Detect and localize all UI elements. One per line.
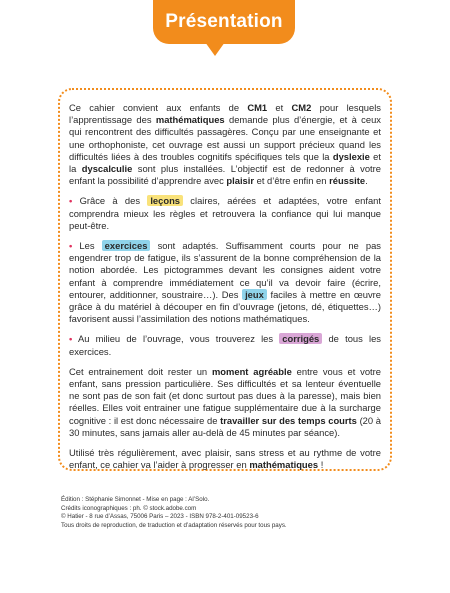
credits-publisher: © Hatier - 8 rue d’Assas, 75006 Paris – 2023 - ISBN 978-2-401-09523-6: [61, 513, 259, 521]
title-bubble: [153, 0, 295, 44]
bullet-icon: •: [69, 240, 73, 252]
text: sont adaptés. Suffisamment courts pour ne pas engendrer trop de fatigue, ils s’assurent de la bonne compréhension de la notion abordée. Les pictogrammes devant les consignes aident votre enfant à comprendre immédiatement ce qu’il va devoir faire (écrire, entourer, additionner, soustraire…). Des: [69, 240, 381, 300]
paragraph-lecons: [69, 195, 381, 232]
keyword-cm2: CM2: [291, 102, 312, 113]
text: et: [267, 102, 292, 113]
paragraph-intro: [69, 102, 381, 187]
text: sont plus installées. L’objectif est de redonner à votre enfant la possibilité d’apprendre avec: [69, 163, 381, 187]
text: .: [365, 175, 368, 187]
text: et la: [69, 150, 381, 175]
credits-footer: [61, 496, 401, 530]
highlight-exercices: exercices: [102, 240, 151, 251]
text: faciles à mettre en œuvre grâce à du matériel à découper en fin d’ouvrage (jetons, dé, étiquettes…) favorisent aussi l’assimilation des notions mathématiques.: [69, 288, 381, 325]
keyword-plaisir: plaisir: [226, 175, 255, 187]
text: et d’être enfin en: [254, 175, 330, 187]
keyword-cm1: CM1: [247, 102, 268, 113]
credits-icono: Crédits iconographiques : ph. © stock.adobe.com: [61, 504, 197, 512]
paragraph-conclusion: [69, 447, 381, 471]
text: Utilisé très régulièrement, avec plaisir, sans stress et au rythme de votre enfant, ce cahier va l’aider à progresser en: [69, 447, 381, 471]
keyword-dyscalculie: dyscalculie: [81, 163, 133, 175]
bullet-icon: •: [69, 333, 73, 345]
keyword-temps-courts: travailler sur des temps courts: [220, 414, 357, 426]
paragraph-exercices: [69, 240, 381, 325]
highlight-lecons: leçons: [147, 195, 183, 206]
keyword-maths: mathématiques: [155, 114, 225, 126]
text: Au milieu de l’ouvrage, vous trouverez les: [72, 333, 280, 345]
keyword-moment-agreable: moment agréable: [211, 365, 292, 377]
text: Ce cahier convient aux enfants de: [69, 102, 248, 113]
keyword-maths: mathématiques: [249, 459, 319, 471]
paragraph-corriges: [69, 333, 381, 357]
text: Les: [72, 240, 102, 252]
keyword-reussite: réussite: [329, 175, 366, 187]
text: Grâce à des: [72, 195, 148, 207]
title-banner: [0, 0, 450, 62]
page-title: Présentation: [165, 11, 283, 32]
text: entre vous et votre enfant, sans pression particulière. Ses difficultés et sa lenteur éventuelle ne sont pas de son fait (et donc surtout pas dues à la paresse), mais bien réelles. Elles voit entrainer une fatigue supplémentaire due à la surcharge cognitive : il est donc nécessaire de: [69, 365, 381, 426]
paragraph-entrainement: [69, 366, 381, 439]
highlight-corriges: corrigés: [279, 333, 322, 344]
highlight-jeux: jeux: [242, 289, 267, 300]
text: pour lesquels l’apprentissage des: [69, 102, 381, 126]
bullet-icon: •: [69, 195, 73, 207]
credits-edition: Édition : Stéphanie Simonnet - Mise en page : Al’Solo.: [61, 496, 210, 503]
text: Cet entrainement doit rester un: [69, 365, 212, 377]
credits-rights: Tous droits de reproduction, de traduction et d’adaptation réservés pour tous pays.: [61, 521, 287, 529]
text: de tous les exercices.: [69, 333, 381, 357]
keyword-dyslexie: dyslexie: [332, 150, 370, 162]
text: claires, aérées et adaptées, votre enfant comprendra mieux les règles et retrouvera la confiance qui lui manque peut-être.: [69, 195, 381, 231]
text: (20 à 30 minutes, sans jamais aller au-delà de 45 minutes par séance).: [69, 414, 382, 438]
presentation-frame: [58, 88, 392, 471]
text: !: [318, 459, 324, 471]
text: demande plus d’énergie, et à ceux qui rencontrent des difficultés passagères. Conçu par une enseignante et une orthophoniste, cet ouvrage est aussi un support précieux quand les difficultés liées à des troubles cognitifs spécifiques tels que la: [69, 114, 381, 162]
speech-bubble-tail: [205, 42, 225, 56]
